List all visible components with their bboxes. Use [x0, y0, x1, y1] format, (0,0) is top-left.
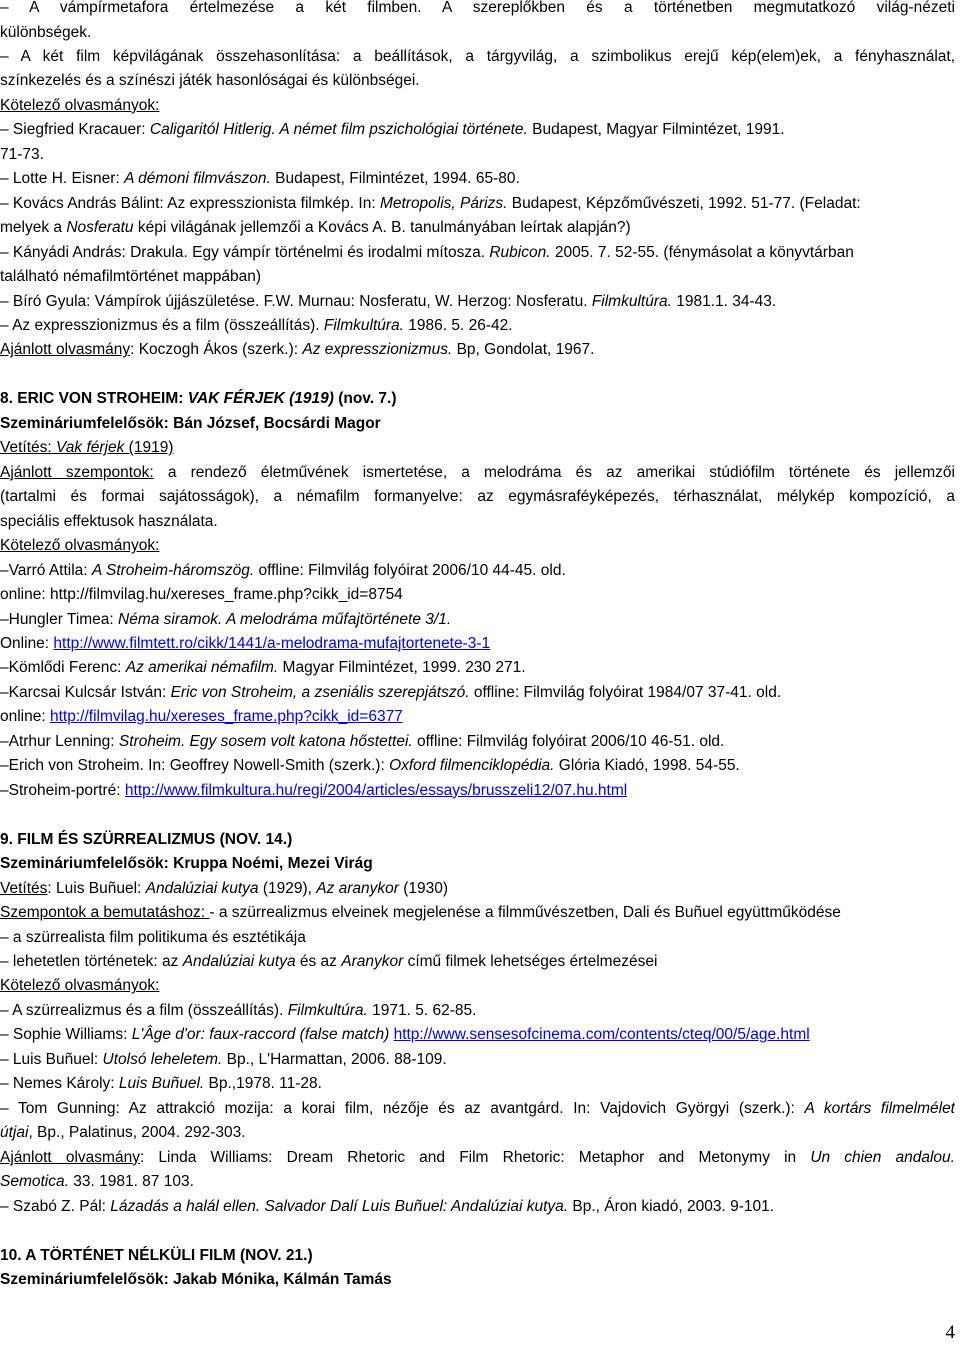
text-line [0, 781, 955, 801]
text-segment: Szemináriumfelelősök: Kruppa Noémi, Mezei Virág [0, 855, 373, 873]
text-segment: Online: [0, 635, 54, 652]
text-segment: –Hungler Timea: [0, 610, 119, 628]
text-segment: Az aranykor [316, 879, 399, 897]
text-line [0, 292, 955, 312]
text-segment: offline: Filmvilág folyóirat 2006/10 44-45. old. [254, 561, 566, 579]
text-segment: Utolsó leheletem. [102, 1050, 223, 1068]
text-segment: speciális effektusok használata. [0, 512, 218, 530]
text-segment: útjai [0, 1124, 29, 1142]
text-line [0, 414, 955, 434]
text-segment: offline: Filmvilág folyóirat 2006/10 46-51. old. [412, 732, 725, 750]
text-segment: és az [295, 952, 342, 970]
text-line [0, 389, 955, 409]
text-segment: Lázadás a halál ellen. Salvador Dalí Luis Buñuel: Andalúziai kutya. [110, 1197, 569, 1215]
text-line [0, 145, 955, 165]
text-segment: Bp., L'Harmattan, 2006. 88-109. [222, 1050, 447, 1068]
text-line [0, 756, 955, 776]
text-segment: Filmkultúra. [591, 292, 672, 310]
text-segment: – Lotte H. Eisner: [0, 170, 125, 188]
text-segment: – lehetetlen történetek: az [0, 952, 183, 970]
text-segment: (1929), [258, 879, 317, 897]
text-segment: (nov. 7.) [333, 390, 397, 408]
text-segment: című filmek lehetséges értelmezései [403, 952, 658, 970]
text-line [0, 438, 955, 458]
text-line [0, 96, 955, 116]
text-segment: – A két film képvilágának összehasonlítása: a beállítások, a tárgyvilág, a szimbolikus erejű kép(elem)ek, a fényhasználat, [0, 47, 955, 65]
text-segment: Vetítés [0, 879, 48, 897]
text-segment: a rendező életművének ismertetése, a melodráma és az amerikai stúdiófilm története és jellemzői [153, 463, 955, 481]
text-segment: különbségek. [0, 23, 92, 41]
text-segment: Eric von Stroheim, a zseniális szerepjátszó. [170, 683, 470, 701]
text-line [0, 1025, 955, 1045]
text-segment: Magyar Filmintézet, 1999. 230 271. [278, 659, 526, 677]
text-line [0, 1123, 955, 1143]
text-segment: – Bíró Gyula: Vámpírok újjászületése. F.W. Murnau: Nosferatu, W. Herzog: Nosferatu. [0, 292, 592, 310]
text-segment: 71-73. [0, 145, 44, 163]
text-segment: 1981.1. 34-43. [671, 292, 777, 310]
text-segment: – Kovács András Bálint: Az expresszionista filmkép. In: [0, 194, 380, 212]
text-segment: , Bp., Palatinus, 2004. 292-303. [28, 1124, 246, 1142]
text-line [0, 267, 955, 287]
text-segment: Szempontok a bemutatáshoz: [0, 904, 210, 921]
text-segment: Budapest, Filmintézet, 1994. 65-80. [270, 170, 520, 188]
text-segment: A démoni filmvászon. [124, 170, 271, 188]
text-segment: Oxford filmenciklopédia. [389, 757, 555, 775]
text-segment: Ajánlott szempontok: [0, 463, 154, 481]
text-segment: Szemináriumfelelősök: Bán József, Bocsárdi Magor [0, 414, 381, 432]
text-line [0, 512, 955, 532]
text-segment: – Sophie Williams: [0, 1026, 132, 1044]
text-line [0, 1172, 955, 1192]
text-segment: Szemináriumfelelősök: Jakab Mónika, Kálmán Tamás [0, 1270, 392, 1288]
text-segment: (1919) [124, 439, 174, 457]
text-line [0, 928, 955, 948]
text-segment: Az amerikai némafilm. [125, 659, 279, 677]
text-segment: A kortárs filmelmélet [804, 1099, 955, 1117]
text-line [0, 536, 955, 556]
text-segment: 2005. 7. 52-55. (fénymásolat a könyvtárban [550, 243, 854, 261]
text-segment: L'Âge d'or: faux-raccord (false match) [131, 1026, 390, 1044]
text-line [0, 585, 955, 605]
text-segment: (1930) [398, 879, 449, 897]
text-line [0, 23, 955, 43]
text-segment: Kötelező olvasmányok: [0, 96, 160, 114]
text-segment: –Erich von Stroheim. In: Geoffrey Nowell-Smith (szerk.): [0, 757, 390, 775]
text-segment: –Stroheim-portré: [0, 781, 125, 799]
text-segment: online: http://filmvilag.hu/xereses_frame.php?cikk_id=8754 [0, 586, 403, 603]
text-segment: : Luis Buñuel: [47, 879, 146, 897]
text-line [0, 830, 955, 850]
text-segment: Filmkultúra. [287, 1001, 368, 1019]
text-segment: Aranykor [341, 952, 404, 970]
text-line [0, 487, 955, 507]
text-line [0, 1246, 955, 1266]
text-segment: Filmkultúra. [323, 317, 404, 334]
text-segment: Kötelező olvasmányok: [0, 537, 160, 555]
text-segment: Luis Buñuel. [118, 1075, 205, 1093]
text-line [0, 879, 955, 899]
text-line [0, 47, 955, 67]
page-number: 4 [945, 1322, 955, 1343]
text-segment: – Nemes Károly: [0, 1075, 119, 1093]
text-segment: Stroheim. Egy sosem volt katona hőstettei. [118, 732, 413, 750]
text-line [0, 463, 955, 483]
text-segment: Néma siramok. A melodráma műfajtörténete 3/1. [118, 610, 452, 628]
link[interactable]: http://www.filmkultura.hu/regi/2004/articles/essays/brusszeli12/07.hu.html [124, 781, 628, 799]
text-segment: Caligaritól Hitlerig. A német film pszichológiai története. [149, 121, 528, 139]
text-segment: 33. 1981. 87 103. [68, 1173, 194, 1191]
link[interactable]: http://filmvilag.hu/xereses_frame.php?cikk_id=6377 [49, 708, 403, 726]
text-segment: Rubicon. [489, 243, 551, 261]
text-segment: Metropolis, Párizs. [379, 194, 508, 212]
text-line [0, 634, 955, 654]
text-segment: 1986. 5. 26-42. [404, 317, 513, 334]
text-line [0, 658, 955, 678]
text-line [0, 707, 955, 727]
text-line [0, 1074, 955, 1094]
text-segment: 10. A TÖRTÉNET NÉLKÜLI FILM (NOV. 21.) [0, 1246, 313, 1264]
text-segment: –Karcsai Kulcsár István: [0, 683, 171, 701]
text-segment: Kötelező olvasmányok: [0, 977, 160, 995]
text-line [0, 561, 955, 581]
text-line [0, 1270, 955, 1290]
text-line [0, 1050, 955, 1070]
text-segment: Ajánlott olvasmány [0, 341, 131, 359]
text-segment: Budapest, Képzőművészeti, 1992. 51-77. (Feladat: [507, 194, 861, 212]
text-segment: – A szürrealizmus és a film (összeállítás). [0, 1001, 288, 1019]
text-segment: VAK FÉRJEK (1919) [187, 390, 334, 408]
text-segment: offline: Filmvilág folyóirat 1984/07 37-41. old. [469, 683, 782, 701]
text-line [0, 1099, 955, 1119]
text-line [0, 976, 955, 996]
text-line [0, 194, 955, 214]
text-segment: online: [0, 708, 50, 726]
text-segment: (tartalmi és formai sajátosságok), a némafilm formanyelve: az egymásraféyképezés, térhasználat, mélykép kompozíció, a [0, 488, 955, 506]
text-segment: – Kányádi András: Drakula. Egy vámpír történelmi és irodalmi mítosza. [0, 243, 490, 261]
text-segment: – Luis Buñuel: [0, 1050, 103, 1068]
text-line [0, 218, 955, 238]
text-segment: Vak férjek [56, 439, 125, 457]
text-line [0, 120, 955, 140]
text-line [0, 1001, 955, 1021]
text-segment: képi világának jellemzői a Kovács A. B. tanulmányában leírtak alapján?) [133, 219, 631, 237]
text-segment: 9. FILM ÉS SZÜRREALIZMUS (NOV. 14.) [0, 830, 293, 848]
text-segment: A Stroheim-háromszög. [91, 561, 255, 579]
text-line [0, 243, 955, 263]
text-segment: – Tom Gunning: Az attrakció mozija: a korai film, nézője és az avantgárd. In: Vajdovich Györgyi (szerk.): [0, 1099, 805, 1117]
text-segment: Bp.,1978. 11-28. [204, 1075, 322, 1093]
text-line [0, 1148, 955, 1168]
text-segment: melyek a [0, 219, 67, 237]
text-line [0, 903, 955, 923]
text-segment: : Koczogh Ákos (szerk.): [130, 341, 303, 359]
text-segment: Budapest, Magyar Filmintézet, 1991. [527, 121, 785, 139]
text-segment: – Siegfried Kracauer: [0, 121, 150, 139]
text-segment: Semotica. [0, 1173, 69, 1191]
text-segment: Nosferatu [66, 219, 134, 237]
text-segment: Andalúziai kutya [182, 952, 296, 970]
text-segment: –Varró Attila: [0, 561, 92, 579]
text-line [0, 854, 955, 874]
text-segment: Az expresszionizmus. [302, 341, 453, 359]
text-line [0, 316, 955, 336]
text-line [0, 952, 955, 972]
text-line [0, 1197, 955, 1217]
text-segment: Un chien andalou. [810, 1148, 955, 1166]
text-segment: – A vámpírmetafora értelmezése a két filmben. A szereplőkben és a történetben megmutatkozó világ-nézeti [0, 0, 955, 16]
text-segment: Bp., Áron kiadó, 2003. 9-101. [568, 1197, 775, 1215]
text-segment: színkezelés és a színészi játék hasonlóságai és különbségei. [0, 72, 420, 90]
text-segment: - a szürrealizmus elveinek megjelenése a filmművészetben, Dali és Buñuel együttműködése [209, 904, 841, 921]
text-line [0, 71, 955, 91]
text-segment: – a szürrealista film politikuma és esztétikája [0, 928, 306, 946]
link[interactable]: http://www.filmtett.ro/cikk/1441/a-melodrama-mufajtortenete-3-1 [53, 635, 491, 652]
text-segment: – Az expresszionizmus és a film (összeállítás). [0, 317, 324, 334]
link[interactable]: http://www.sensesofcinema.com/contents/cteq/00/5/age.html [393, 1026, 810, 1044]
text-line [0, 683, 955, 703]
text-segment: Bp, Gondolat, 1967. [452, 341, 595, 359]
text-line [0, 732, 955, 752]
text-segment: Vetítés: [0, 439, 57, 457]
text-line [0, 0, 955, 18]
text-segment: található némafilmtörténet mappában) [0, 268, 262, 286]
text-line [0, 340, 955, 360]
text-segment: –Kömlődi Ferenc: [0, 659, 126, 677]
text-segment: Andalúziai kutya [145, 879, 259, 897]
text-segment: Ajánlott olvasmány [0, 1148, 140, 1166]
text-segment: : Linda Williams: Dream Rhetoric and Film Rhetoric: Metaphor and Metonymy in [139, 1148, 811, 1166]
text-segment: Glória Kiadó, 1998. 54-55. [554, 757, 740, 775]
text-segment: – Szabó Z. Pál: [0, 1197, 111, 1215]
text-segment: 8. ERIC VON STROHEIM: [0, 390, 188, 408]
text-line [0, 169, 955, 189]
text-segment: 1971. 5. 62-85. [367, 1001, 477, 1019]
text-line [0, 610, 955, 630]
text-segment: –Atrhur Lenning: [0, 732, 119, 750]
